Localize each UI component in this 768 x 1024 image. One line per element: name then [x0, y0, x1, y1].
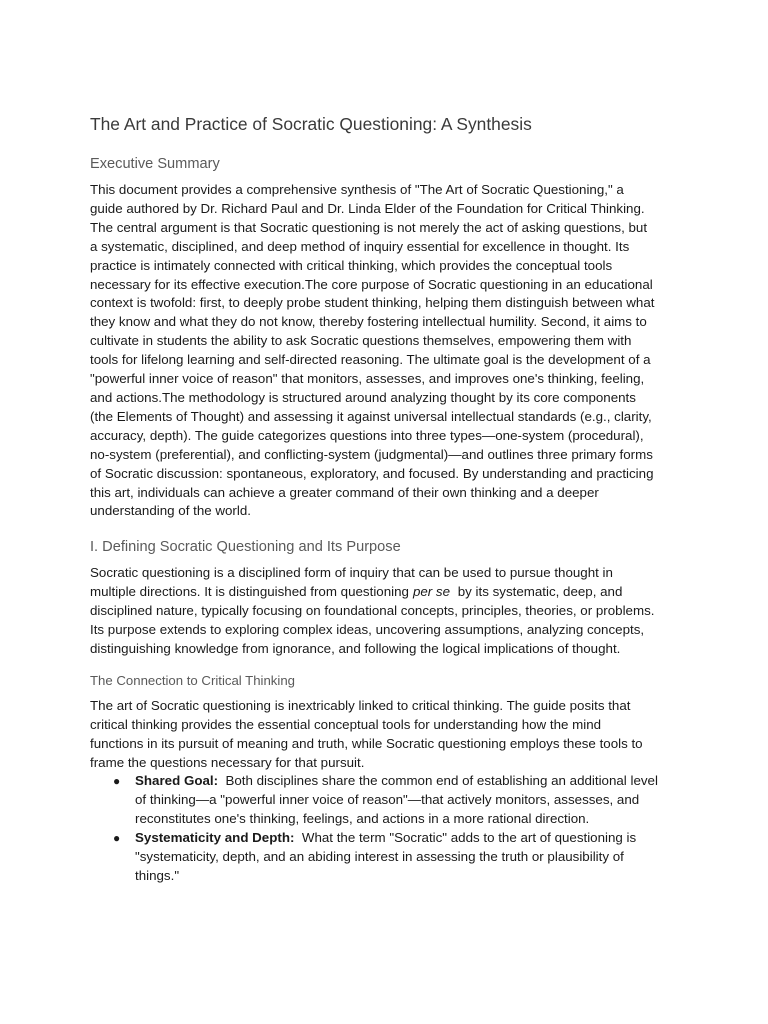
- subsection-heading-critical-thinking: The Connection to Critical Thinking: [90, 673, 295, 688]
- executive-summary-heading: Executive Summary: [90, 156, 220, 172]
- list-item: [90, 772, 682, 829]
- paragraph-line: disciplined nature, typically focusing on foundational concepts, principles, theories, or problems.: [90, 602, 655, 618]
- paragraph-line: critical thinking provides the essential conceptual tools for understanding how the mind: [90, 716, 602, 732]
- bullet-line: "systematicity, depth, and an abiding interest in assessing the truth or plausibility of: [135, 848, 624, 864]
- bullet-line: reconstitutes one's thinking, feelings, and actions in a more rational direction.: [135, 810, 590, 826]
- executive-summary-paragraph: [90, 181, 682, 521]
- paragraph-line: accuracy, depth). The guide categorizes questions into three types—one-system (procedural),: [90, 427, 644, 443]
- bullet-line: things.": [135, 867, 180, 883]
- paragraph-line: no-system (preferential), and conflicting-system (judgmental)—and outlines three primary forms: [90, 446, 653, 462]
- paragraph-line: This document provides a comprehensive synthesis of "The Art of Socratic Questioning," a: [90, 182, 624, 197]
- paragraph-line-emphasis: [90, 583, 682, 602]
- paragraph-line: Its purpose extends to exploring complex ideas, uncovering assumptions, analyzing concepts,: [90, 621, 645, 637]
- bullet-label: Shared Goal:: [135, 773, 219, 788]
- paragraph-line: "powerful inner voice of reason" that monitors, assesses, and improves one's thinking, feeling,: [90, 371, 645, 387]
- paragraph-line: The central argument is that Socratic questioning is not merely the act of asking questions, but: [90, 219, 648, 235]
- paragraph-line: this art, individuals can achieve a greater command of their own thinking and a deeper: [90, 484, 599, 500]
- document-title: The Art and Practice of Socratic Questioning: A Synthesis: [90, 114, 532, 134]
- paragraph-line: functions in its pursuit of meaning and truth, while Socratic questioning employs these tools to: [90, 735, 643, 751]
- paragraph-line: guide authored by Dr. Richard Paul and Dr. Linda Elder of the Foundation for Critical Thinking.: [90, 200, 645, 216]
- paragraph-line: Socratic questioning is a disciplined form of inquiry that can be used to pursue thought in: [90, 565, 613, 580]
- paragraph-line: a systematic, disciplined, and deep method of inquiry essential for excellence in thought. Its: [90, 238, 630, 254]
- bullet-list: [90, 772, 682, 885]
- paragraph-line: tools for lifelong learning and self-directed reasoning. The ultimate goal is the development of a: [90, 352, 651, 368]
- bullet-icon: ●: [113, 830, 121, 845]
- critical-thinking-paragraph: [90, 697, 682, 773]
- paragraph-line: frame the questions necessary for that pursuit.: [90, 754, 365, 770]
- list-item: [90, 829, 682, 886]
- bullet-first-line: [135, 829, 682, 848]
- bullet-text: Both disciplines share the common end of establishing an additional level: [225, 773, 658, 788]
- bullet-text: What the term "Socratic" adds to the art of questioning is: [301, 829, 637, 845]
- paragraph-line: cultivate in students the ability to ask Socratic questions themselves, empowering them with: [90, 333, 632, 349]
- section-heading-defining: I. Defining Socratic Questioning and Its Purpose: [90, 539, 401, 555]
- paragraph-line: understanding of the world.: [90, 503, 251, 519]
- bullet-label: Systematicity and Depth:: [135, 829, 295, 845]
- paragraph-line: The art of Socratic questioning is inextricably linked to critical thinking. The guide posits that: [90, 698, 631, 713]
- paragraph-line: and actions.The methodology is structured around analyzing thought by its core components: [90, 389, 636, 405]
- paragraph-line: necessary for its effective execution.The core purpose of Socratic questioning in an educational: [90, 276, 653, 292]
- bullet-line: of thinking—a "powerful inner voice of reason"—that actively monitors, assesses, and: [135, 791, 640, 807]
- defining-paragraph: [90, 564, 682, 659]
- paragraph-line: they know and what they do not know, thereby fostering intellectual humility. Second, it aims to: [90, 314, 647, 330]
- paragraph-line: (the Elements of Thought) and assessing it against universal intellectual standards (e.g., clarity,: [90, 408, 652, 424]
- bullet-icon: ●: [113, 774, 121, 788]
- text-segment: multiple directions. It is distinguished from questioning: [90, 583, 409, 599]
- emphasis-per-se: per se: [412, 583, 451, 599]
- paragraph-line: practice is intimately connected with critical thinking, which provides the conceptual tools: [90, 257, 613, 273]
- paragraph-line: of Socratic discussion: spontaneous, exploratory, and focused. By understanding and practicing: [90, 465, 654, 481]
- paragraph-line: distinguishing knowledge from ignorance, and following the logical implications of thought.: [90, 640, 621, 656]
- text-segment: by its systematic, deep, and: [457, 583, 623, 599]
- bullet-first-line: [135, 772, 682, 791]
- paragraph-line: context is twofold: first, to deeply probe student thinking, helping them distinguish between what: [90, 295, 655, 311]
